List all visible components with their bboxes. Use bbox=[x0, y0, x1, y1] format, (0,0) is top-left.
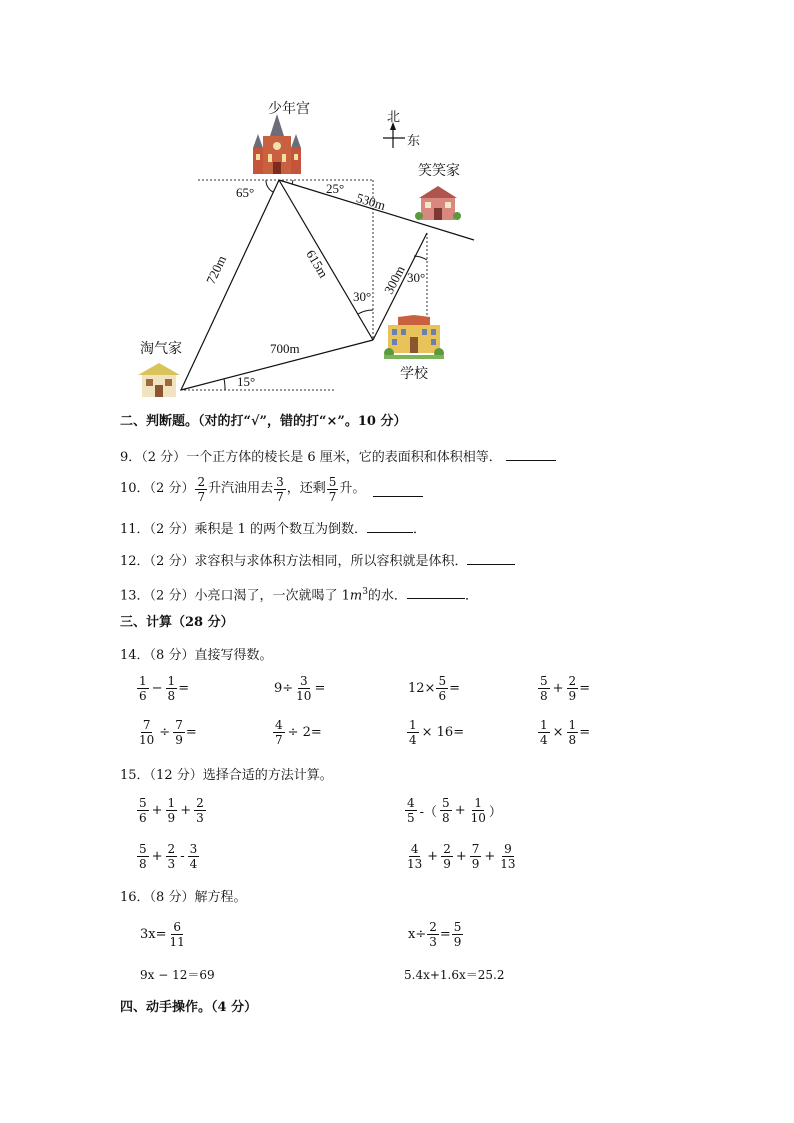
q11-end: ． bbox=[413, 522, 427, 537]
distance-720: 720m bbox=[203, 253, 230, 287]
xiaoxiao-home-label: 笑笑家 bbox=[418, 163, 460, 179]
q12-text: 求容积与求体积方法相同，所以容积就是体积． bbox=[194, 554, 468, 569]
q15-expression-4: $\frac{4}{13}$ + $\frac{2}{9}$ + $\frac{7}{9}$ + $\frac{9}{13}$ bbox=[407, 842, 516, 871]
q10-answer-blank[interactable] bbox=[373, 482, 423, 497]
q14-title: 14．（8 分）直接写得数。 bbox=[120, 648, 273, 663]
section3-title: 三、计算（28 分） bbox=[120, 615, 234, 630]
q15-expression-3: $\frac{5}{8}$ + $\frac{2}{3}$ - $\frac{3}{4}$ bbox=[139, 842, 198, 871]
q9-answer-blank[interactable] bbox=[506, 446, 556, 461]
distance-615: 615m bbox=[303, 247, 332, 281]
section4-title: 四、动手操作。（4 分） bbox=[120, 1000, 258, 1015]
q13-unit: m bbox=[349, 588, 363, 604]
q13-text-1: 小亮口渴了，一次就喝了 1 bbox=[194, 588, 350, 604]
q15-expression-2: $\frac{4}{5}$ -（ $\frac{5}{8}$ + $\frac{1}{10}$ ） bbox=[407, 796, 502, 825]
q13-unit-sup: 3 bbox=[362, 587, 368, 597]
q10-text-1: 升汽油用去 bbox=[208, 481, 274, 496]
angle-label-25: 25° bbox=[326, 181, 345, 196]
q14-expression-7: $\frac{1}{4}$ × 16= bbox=[409, 718, 465, 747]
angle-arc-15 bbox=[224, 379, 225, 390]
q14-expression-6: $\frac{4}{7}$ ÷ 2= bbox=[275, 718, 322, 747]
q12-answer-blank[interactable] bbox=[467, 550, 515, 565]
taoqi-house-icon bbox=[138, 361, 180, 403]
angle-arc-30-right bbox=[414, 256, 427, 260]
question-11 bbox=[120, 518, 426, 540]
q16-equation-1: 3x= $\frac{6}{11}$ bbox=[140, 920, 185, 949]
q9-number: 9．（2 分） bbox=[120, 450, 187, 465]
q10-number: 10．（2 分） bbox=[120, 481, 195, 496]
q16-equation-3: 9x − 12＝69 bbox=[140, 968, 215, 982]
angle-label-65: 65° bbox=[236, 185, 255, 200]
taoqi-home-label: 淘气家 bbox=[140, 341, 182, 357]
q12-number: 12．（2 分） bbox=[120, 554, 195, 569]
compass-east-label: 东 bbox=[407, 134, 421, 149]
q15-expression-1: $\frac{5}{6}$ + $\frac{1}{9}$ + $\frac{2}{3}$ bbox=[139, 796, 204, 825]
compass-north-label: 北 bbox=[387, 110, 401, 125]
q10-text-3: 升。 bbox=[339, 481, 366, 496]
q15-title: 15．（12 分）选择合适的方法计算。 bbox=[120, 768, 333, 783]
distance-700: 700m bbox=[270, 341, 300, 356]
distance-530: 530m bbox=[354, 190, 388, 214]
q11-text: 乘积是 1 的两个数互为倒数． bbox=[194, 522, 367, 537]
angle-label-30-right: 30° bbox=[407, 270, 426, 285]
q10-fraction-1: $\frac{2}{7}$ bbox=[197, 474, 206, 504]
q14-expression-8: $\frac{1}{4}$ × $\frac{1}{8}$ = bbox=[540, 718, 591, 747]
q14-expression-5: $\frac{7}{10}$ ÷ $\frac{7}{9}$ = bbox=[139, 718, 197, 747]
q13-end: ． bbox=[464, 588, 478, 604]
question-9 bbox=[120, 446, 556, 468]
palace-icon bbox=[250, 114, 304, 180]
school-label: 学校 bbox=[400, 366, 428, 382]
q16-equation-4: 5.4x+1.6x＝25.2 bbox=[404, 968, 505, 982]
route-palace-taoqi bbox=[181, 180, 279, 390]
distance-300: 300m bbox=[380, 263, 408, 297]
q14-expression-3: 12× $\frac{5}{6}$ = bbox=[408, 674, 460, 703]
q16-equation-2: x÷ $\frac{2}{3}$ = $\frac{5}{9}$ bbox=[408, 920, 462, 949]
q14-expression-2: 9÷ $\frac{3}{10}$ = bbox=[274, 674, 326, 703]
q10-fraction-3: $\frac{5}{7}$ bbox=[328, 474, 337, 504]
q13-answer-blank[interactable] bbox=[407, 584, 465, 599]
xiaoxiao-house-icon bbox=[415, 186, 461, 226]
angle-arc-25 bbox=[292, 180, 293, 184]
angle-label-30-left: 30° bbox=[353, 289, 372, 304]
section2-title: 二、判断题。（对的打“√”，错的打“×”。10 分） bbox=[120, 414, 407, 429]
angle-label-15: 15° bbox=[237, 374, 256, 389]
q10-fraction-2: $\frac{3}{7}$ bbox=[276, 474, 284, 504]
school-icon bbox=[384, 315, 444, 363]
q11-answer-blank[interactable] bbox=[367, 518, 413, 533]
q14-expression-1: $\frac{1}{6}$ − $\frac{1}{8}$ = bbox=[139, 674, 190, 703]
question-10 bbox=[120, 476, 423, 502]
q11-number: 11．（2 分） bbox=[120, 522, 195, 537]
question-12 bbox=[120, 550, 515, 572]
palace-label: 少年宫 bbox=[268, 101, 310, 117]
q13-text-2: 的水． bbox=[367, 588, 407, 604]
q16-title: 16．（8 分）解方程。 bbox=[120, 890, 247, 905]
angle-arc-65 bbox=[266, 180, 273, 192]
q13-number: 13．（2 分） bbox=[120, 588, 195, 604]
q10-text-2: ，还剩 bbox=[286, 481, 326, 496]
q9-text: 一个正方体的棱长是 6 厘米，它的表面积和体积相等． bbox=[186, 450, 502, 465]
angle-arc-30-left bbox=[358, 310, 373, 314]
question-13 bbox=[120, 582, 478, 606]
q14-expression-4: $\frac{5}{8}$ + $\frac{2}{9}$ = bbox=[540, 674, 591, 703]
